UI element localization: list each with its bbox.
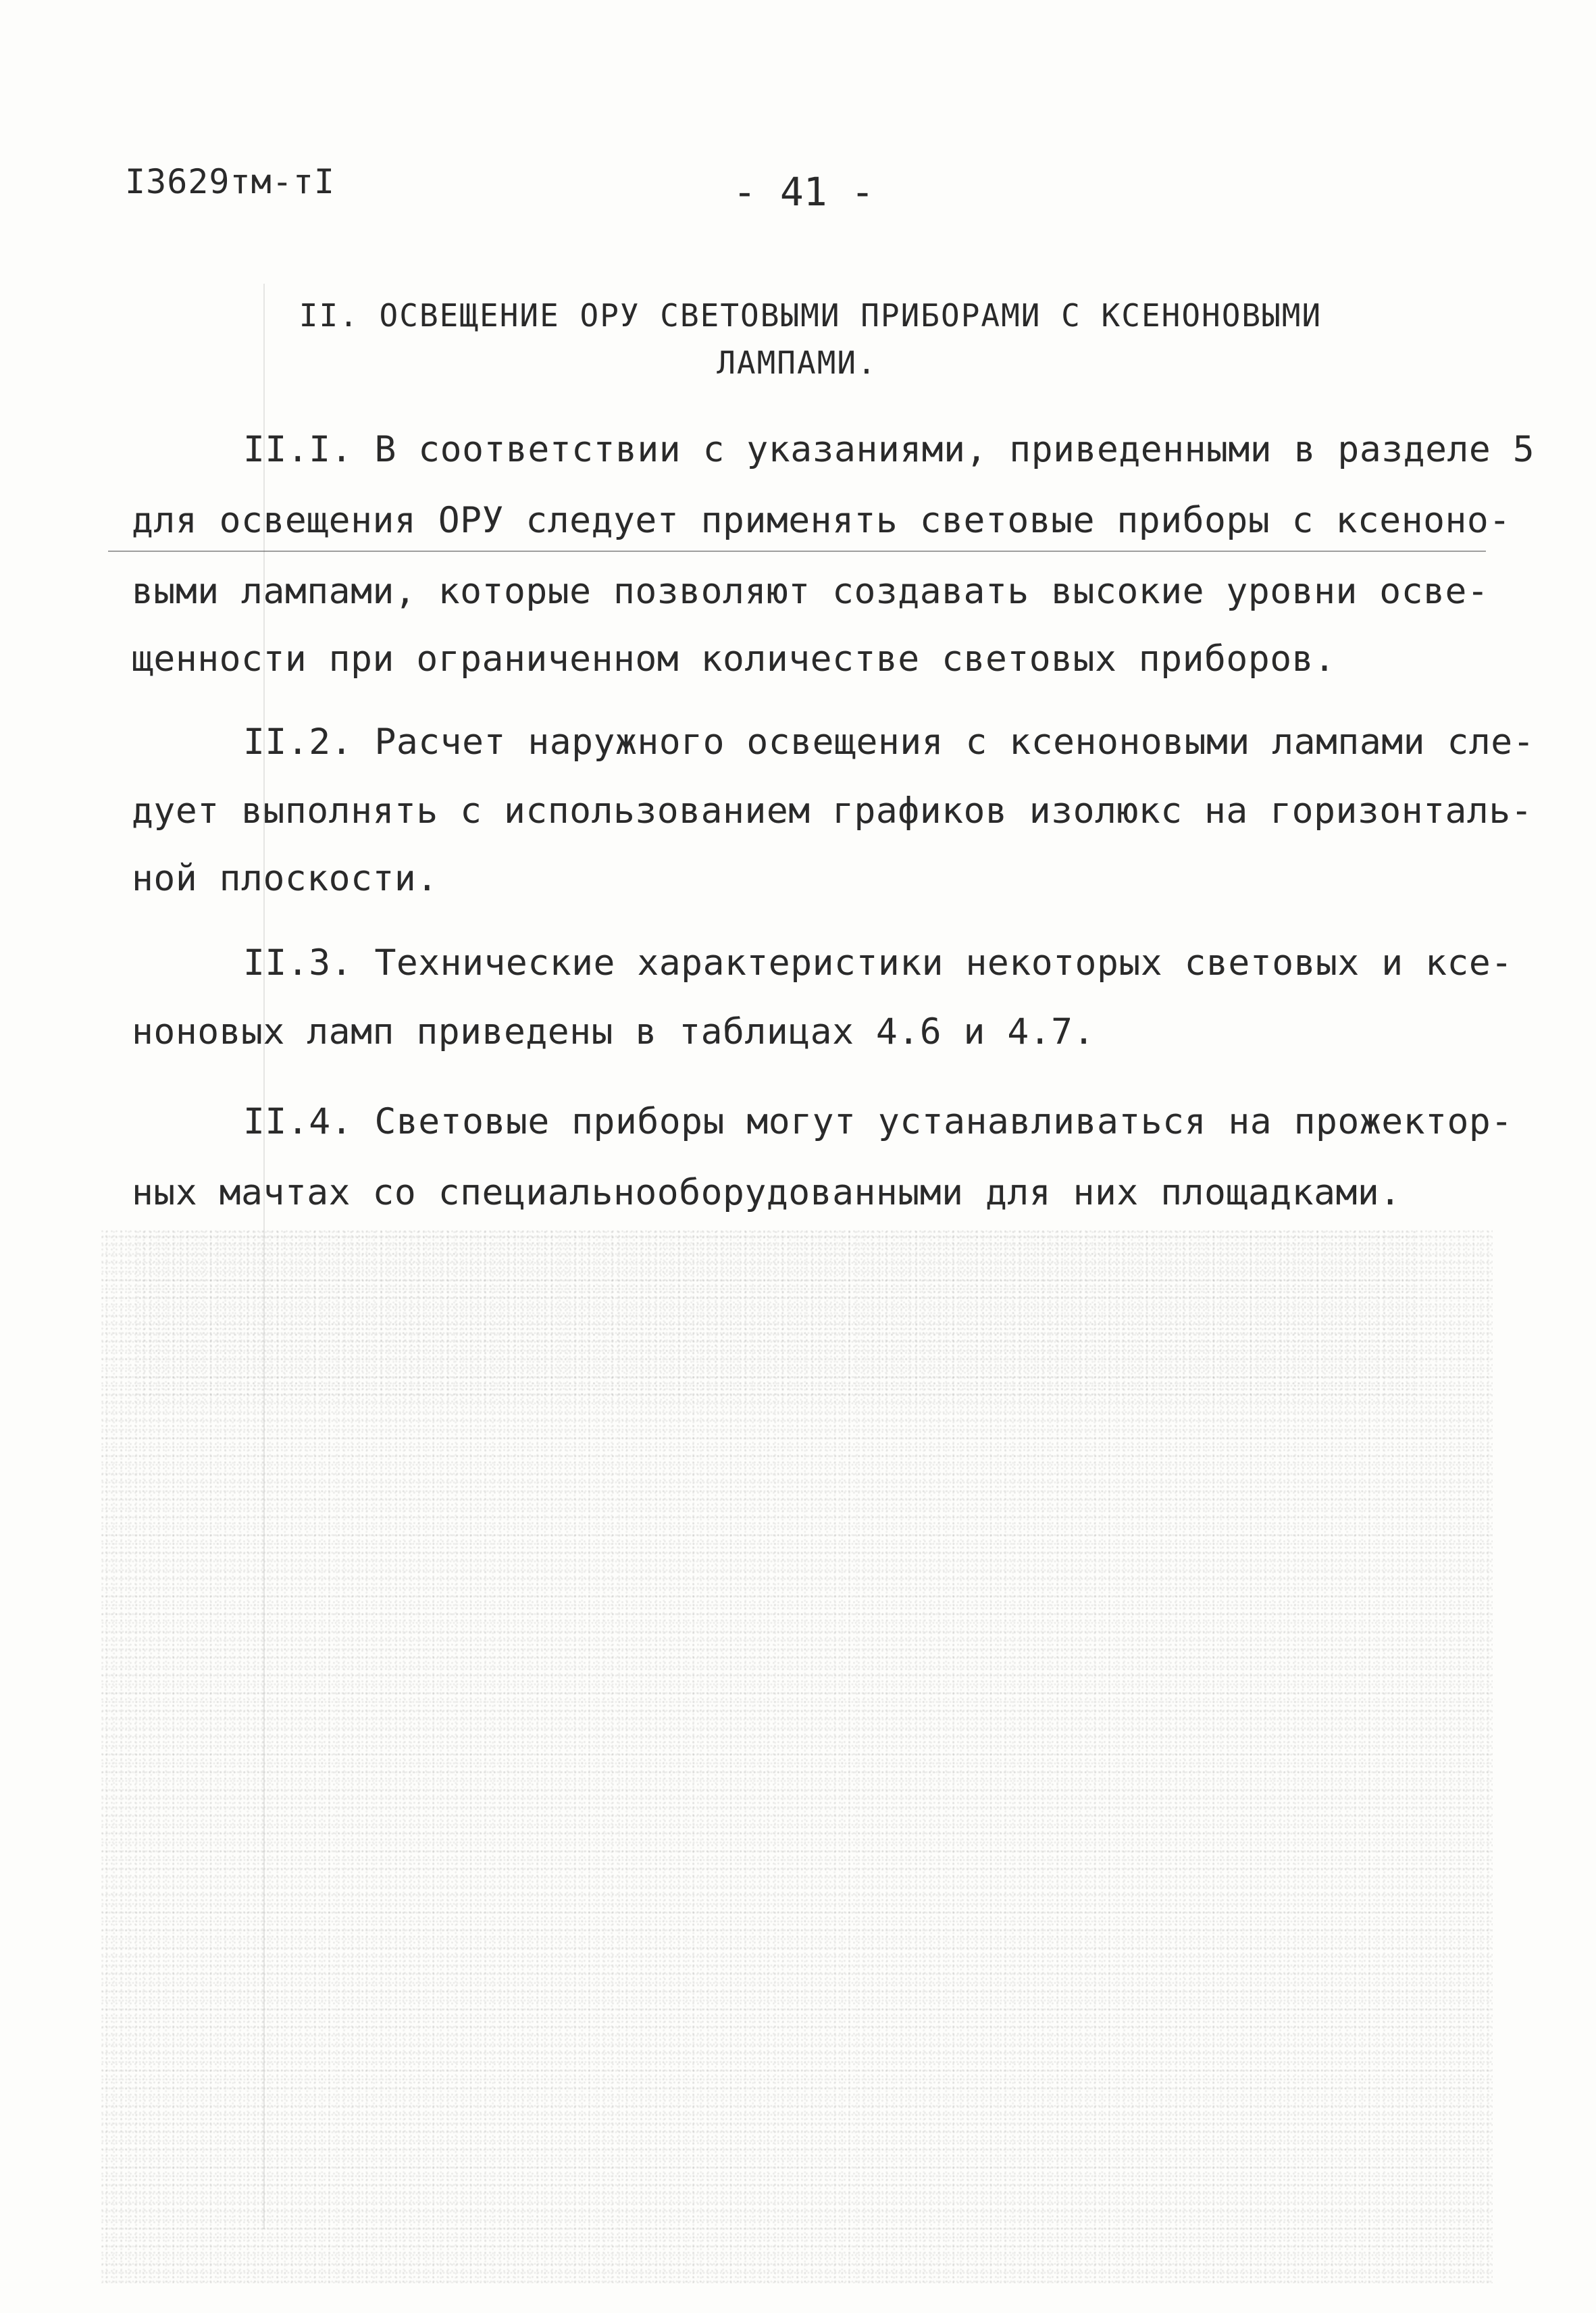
scan-noise xyxy=(101,1229,1493,2283)
paragraph-1-line-4: щенности при ограниченном количестве световых приборов. xyxy=(132,638,1336,680)
paragraph-2-line-3: ной плоскости. xyxy=(132,858,438,899)
paragraph-4-line-1: II.4. Световые приборы могут устанавливаться на прожектор- xyxy=(243,1101,1513,1142)
paragraph-3-line-2: ноновых ламп приведены в таблицах 4.6 и 4.7. xyxy=(132,1011,1095,1052)
paragraph-4-line-2: ных мачтах со специальнооборудованными для них площадками. xyxy=(132,1172,1401,1213)
paragraph-3-line-1: II.3. Технические характеристики некоторых световых и ксе- xyxy=(243,942,1513,984)
underline-rule xyxy=(108,551,1486,552)
paragraph-1-line-1: II.I. В соответствии с указаниями, приведенными в разделе 5 xyxy=(243,429,1535,470)
section-title-line-1: II. ОСВЕЩЕНИЕ ОРУ СВЕТОВЫМИ ПРИБОРАМИ С КСЕНОНОВЫМИ xyxy=(299,297,1322,334)
paragraph-1-line-3: выми лампами, которые позволяют создавать высокие уровни осве- xyxy=(132,571,1489,612)
paragraph-2-line-2: дует выполнять с использованием графиков изолюкс на горизонталь- xyxy=(132,790,1533,832)
paragraph-2-line-1: II.2. Расчет наружного освещения с ксеноновыми лампами сле- xyxy=(243,721,1535,763)
paragraph-1-line-2: для освещения ОРУ следует применять световые приборы с ксеноно- xyxy=(132,500,1511,541)
page-number: - 41 - xyxy=(733,169,875,215)
section-title-line-2: ЛАМПАМИ. xyxy=(717,345,877,381)
document-code: I3629тм-тI xyxy=(125,162,336,201)
